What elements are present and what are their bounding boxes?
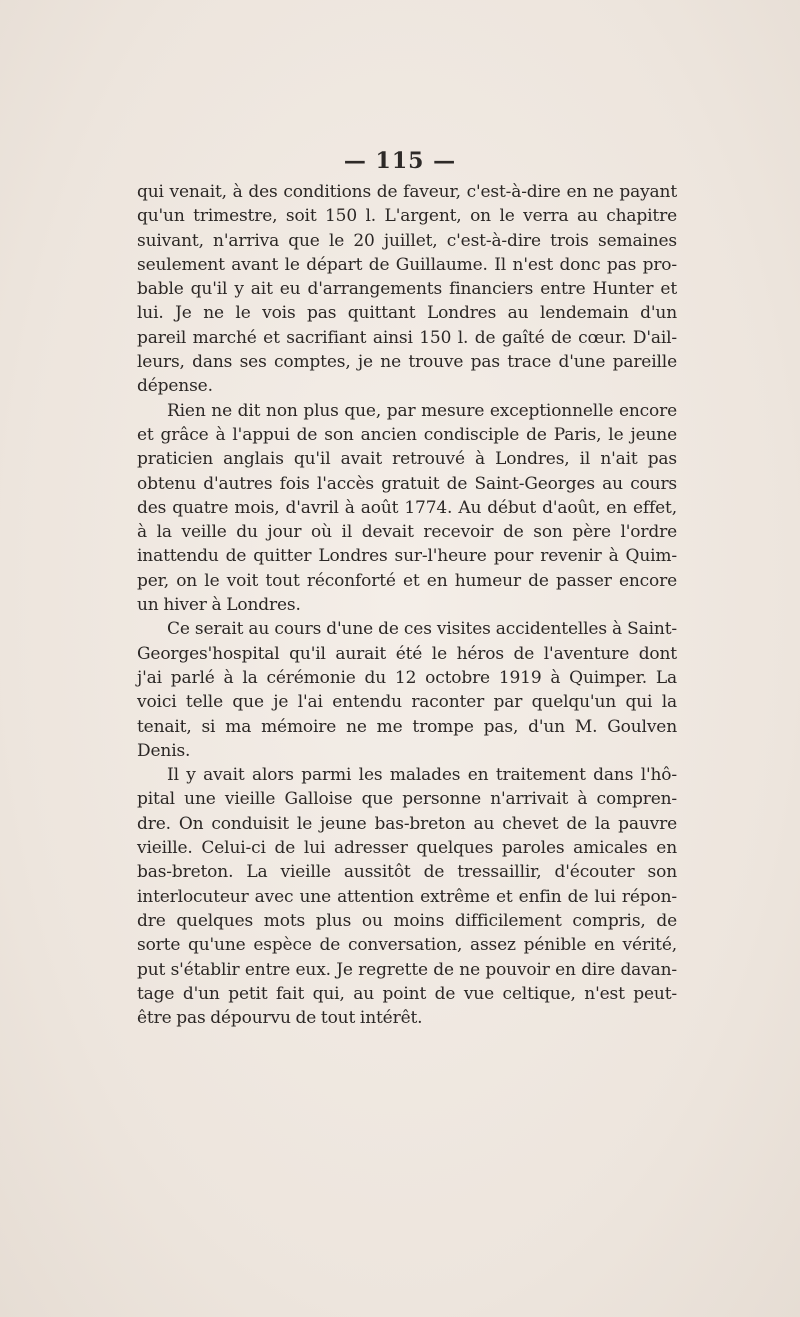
text-line: interlocuteur avec une attention extrême et enfin de lui répon- (137, 886, 677, 907)
text-line: Denis. (137, 740, 191, 761)
text-line: bable qu'il y ait eu d'arrangements financiers entre Hunter et (137, 279, 677, 300)
text-line: lui. Je ne le vois pas quittant Londres au lendemain d'un (137, 303, 677, 324)
text-line: leurs, dans ses comptes, je ne trouve pas trace d'une pareille (137, 352, 677, 373)
text-line: pareil marché et sacrifiant ainsi 150 l. de gaîté de cœur. D'ail- (137, 327, 677, 348)
text-line: obtenu d'autres fois l'accès gratuit de Saint-Georges au cours (137, 473, 677, 494)
text-line: qu'un trimestre, soit 150 l. L'argent, on le verra au chapitre (137, 206, 677, 227)
text-line: qui venait, à des conditions de faveur, c'est-à-dire en ne payant (137, 182, 677, 202)
text-line: pital une vieille Galloise que personne n'arrivait à compren- (137, 789, 677, 810)
text-line: vieille. Celui-ci de lui adresser quelques paroles amicales en (137, 838, 677, 859)
text-line: des quatre mois, d'avril à août 1774. Au début d'août, en effet, (137, 497, 677, 518)
text-line: voici telle que je l'ai entendu raconter par quelqu'un qui la (137, 692, 677, 713)
paragraph-2 (137, 399, 677, 618)
page-number: — 115 — (343, 148, 457, 174)
text-line: un hiver à Londres. (137, 595, 301, 616)
body-text (137, 180, 677, 1030)
text-line: put s'établir entre eux. Je regrette de ne pouvoir en dire davan- (137, 959, 677, 980)
text-line: j'ai parlé à la cérémonie du 12 octobre 1919 à Quimper. La (137, 667, 677, 688)
text-line: à la veille du jour où il devait recevoir de son père l'ordre (137, 522, 677, 543)
text-line: dépense. (137, 376, 213, 397)
text-line: seulement avant le départ de Guillaume. Il n'est donc pas pro- (137, 254, 677, 275)
text-line: bas-breton. La vieille aussitôt de tressaillir, d'écouter son (137, 862, 677, 883)
text-line: inattendu de quitter Londres sur-l'heure pour revenir à Quim- (137, 546, 677, 567)
text-line: per, on le voit tout réconforté et en humeur de passer encore (137, 570, 677, 591)
text-line: dre quelques mots plus ou moins difficilement compris, de (137, 910, 677, 931)
paragraph-3 (137, 617, 677, 763)
text-line: être pas dépourvu de tout intérêt. (137, 1008, 423, 1029)
text-line: dre. On conduisit le jeune bas-breton au chevet de la pauvre (137, 813, 677, 834)
text-line: sorte qu'une espèce de conversation, assez pénible en vérité, (137, 935, 677, 956)
text-line: tenait, si ma mémoire ne me trompe pas, d'un M. Goulven (137, 716, 677, 737)
text-line: Ce serait au cours d'une de ces visites accidentelles à Saint- (167, 619, 677, 640)
paragraph-4 (137, 763, 677, 1030)
text-line: suivant, n'arriva que le 20 juillet, c'est-à-dire trois semaines (137, 230, 677, 251)
text-line: praticien anglais qu'il avait retrouvé à Londres, il n'ait pas (137, 449, 677, 470)
text-line: Georges'hospital qu'il aurait été le héros de l'aventure dont (137, 643, 677, 664)
text-line: Rien ne dit non plus que, par mesure exceptionnelle encore (167, 400, 677, 421)
text-line: et grâce à l'appui de son ancien condisciple de Paris, le jeune (137, 424, 677, 445)
paragraph-1 (137, 180, 677, 399)
text-line: Il y avait alors parmi les malades en traitement dans l'hô- (167, 765, 677, 786)
text-line: tage d'un petit fait qui, au point de vue celtique, n'est peut- (137, 983, 677, 1004)
